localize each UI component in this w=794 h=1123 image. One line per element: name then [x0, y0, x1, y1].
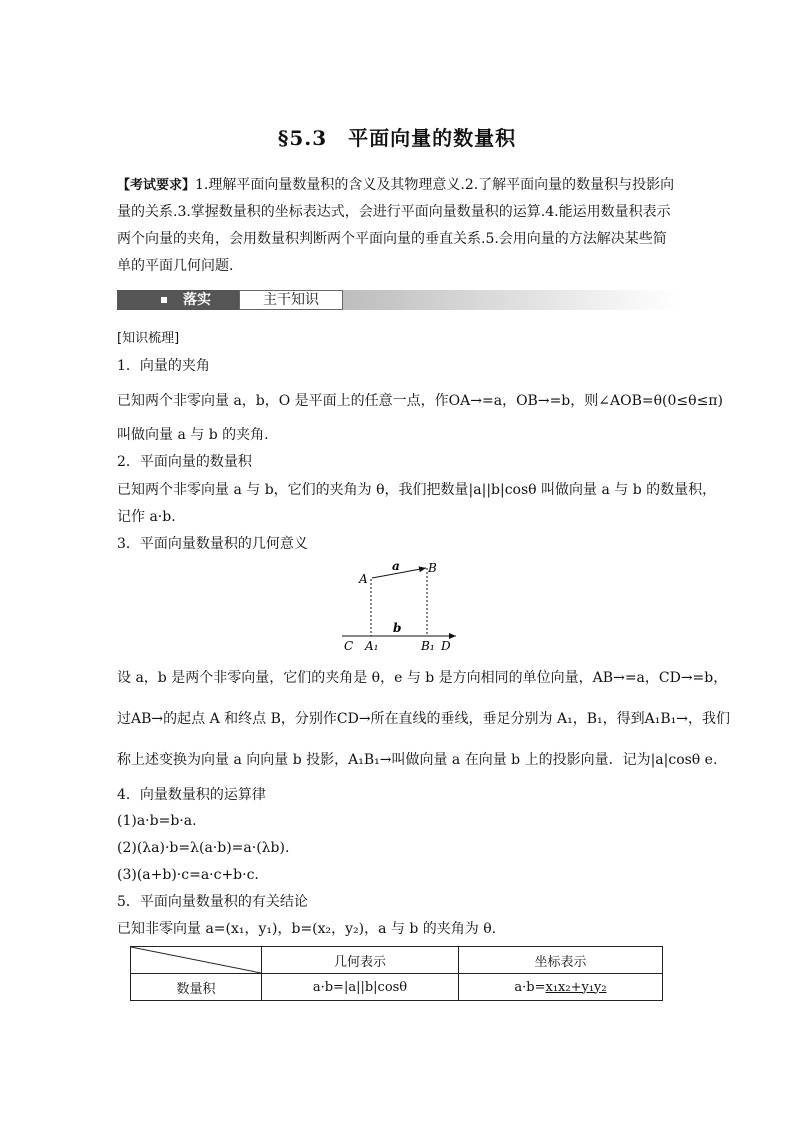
- projection-figure: [330, 556, 470, 654]
- banner-gradient: [343, 290, 679, 310]
- section4-heading: 4．向量数量积的运算律: [117, 787, 266, 803]
- table-row: [131, 974, 663, 1001]
- rule-item: (3)(a+b)·c=a·c+b·c.: [117, 867, 259, 883]
- page-title: §5.3 平面向量的数量积: [277, 126, 517, 150]
- label-A: A: [359, 572, 368, 586]
- label-a: a: [392, 559, 400, 573]
- table-row: [131, 947, 663, 974]
- section1-line2: 叫做向量 a 与 b 的夹角.: [117, 427, 269, 443]
- exam-requirements: [117, 172, 679, 280]
- banner-mid-label: 主干知识: [239, 290, 343, 310]
- diagonal-line: [131, 947, 261, 973]
- conclusion-table: [130, 946, 663, 1001]
- rule-item: (1)a·b=b·a.: [117, 813, 197, 829]
- rule-item: (2)(λa)·b=λ(a·b)=a·(λb).: [117, 840, 290, 856]
- section3-line3: 称上述变换为向量 a 向向量 b 投影，A₁B₁→叫做向量 a 在向量 b 上的投影向量．记为|a|cosθ e.: [117, 752, 718, 768]
- section1-line1: 已知两个非零向量 a，b，O 是平面上的任意一点，作OA→=a，OB→=b，则∠AOB=θ(0≤θ≤π): [117, 393, 723, 409]
- section2-heading: 2．平面向量的数量积: [117, 454, 252, 470]
- label-B1: B₁: [421, 639, 435, 653]
- label-B: B: [428, 561, 437, 575]
- section2-line2: 记作 a·b.: [117, 509, 176, 525]
- coord-answer: x₁x₂+y₁y₂: [545, 979, 607, 995]
- label-A1: A₁: [365, 639, 379, 653]
- label-D: D: [441, 639, 451, 653]
- section-banner: [117, 290, 679, 310]
- section5-line1: 已知非零向量 a=(x₁，y₁)，b=(x₂，y₂)，a 与 b 的夹角为 θ.: [117, 921, 497, 937]
- coordinate-formula: [459, 974, 663, 1001]
- requirements-text: 1.理解平面向量数量积的含义及其物理意义.2.了解平面向量的数量积与投影向量的关系.3.掌握数量积的坐标表达式，会进行平面向量数量积的运算.4.能运用数量积表示两个向量的夹角，会用数量积判断两个平面向量的垂直关系.5.会用向量的方法解决某些简单的平面几何问题.: [117, 177, 675, 274]
- section5-heading: 5．平面向量数量积的有关结论: [117, 894, 308, 910]
- row-label: 数量积: [131, 974, 262, 1001]
- banner-left-label: 落实: [183, 292, 211, 308]
- label-C: C: [344, 639, 354, 653]
- section3-line1: 设 a，b 是两个非零向量，它们的夹角是 θ，e 与 b 是方向相同的单位向量，AB→=a，CD→=b，: [117, 670, 728, 686]
- knowledge-label: [知识梳理]: [117, 331, 180, 346]
- geometric-formula: a·b=|a||b|cosθ: [262, 974, 459, 1001]
- banner-left: [117, 290, 239, 310]
- header-geometric: 几何表示: [262, 947, 459, 974]
- section3-line2: 过AB→的起点 A 和终点 B，分别作CD→所在直线的垂线，垂足分别为 A₁，B₁，得到A₁B₁→，我们: [117, 711, 730, 727]
- square-bullet-icon: [161, 297, 167, 303]
- diagonal-header-cell: [131, 947, 262, 974]
- section2-line1: 已知两个非零向量 a 与 b，它们的夹角为 θ，我们把数量|a||b|cosθ 叫做向量 a 与 b 的数量积，: [117, 482, 717, 498]
- section1-heading: 1．向量的夹角: [117, 358, 210, 374]
- requirements-label: 【考试要求】: [117, 178, 196, 193]
- section3-heading: 3．平面向量数量积的几何意义: [117, 536, 308, 552]
- coord-prefix: a·b=: [514, 979, 546, 995]
- label-b: b: [393, 621, 402, 635]
- header-coordinate: 坐标表示: [459, 947, 663, 974]
